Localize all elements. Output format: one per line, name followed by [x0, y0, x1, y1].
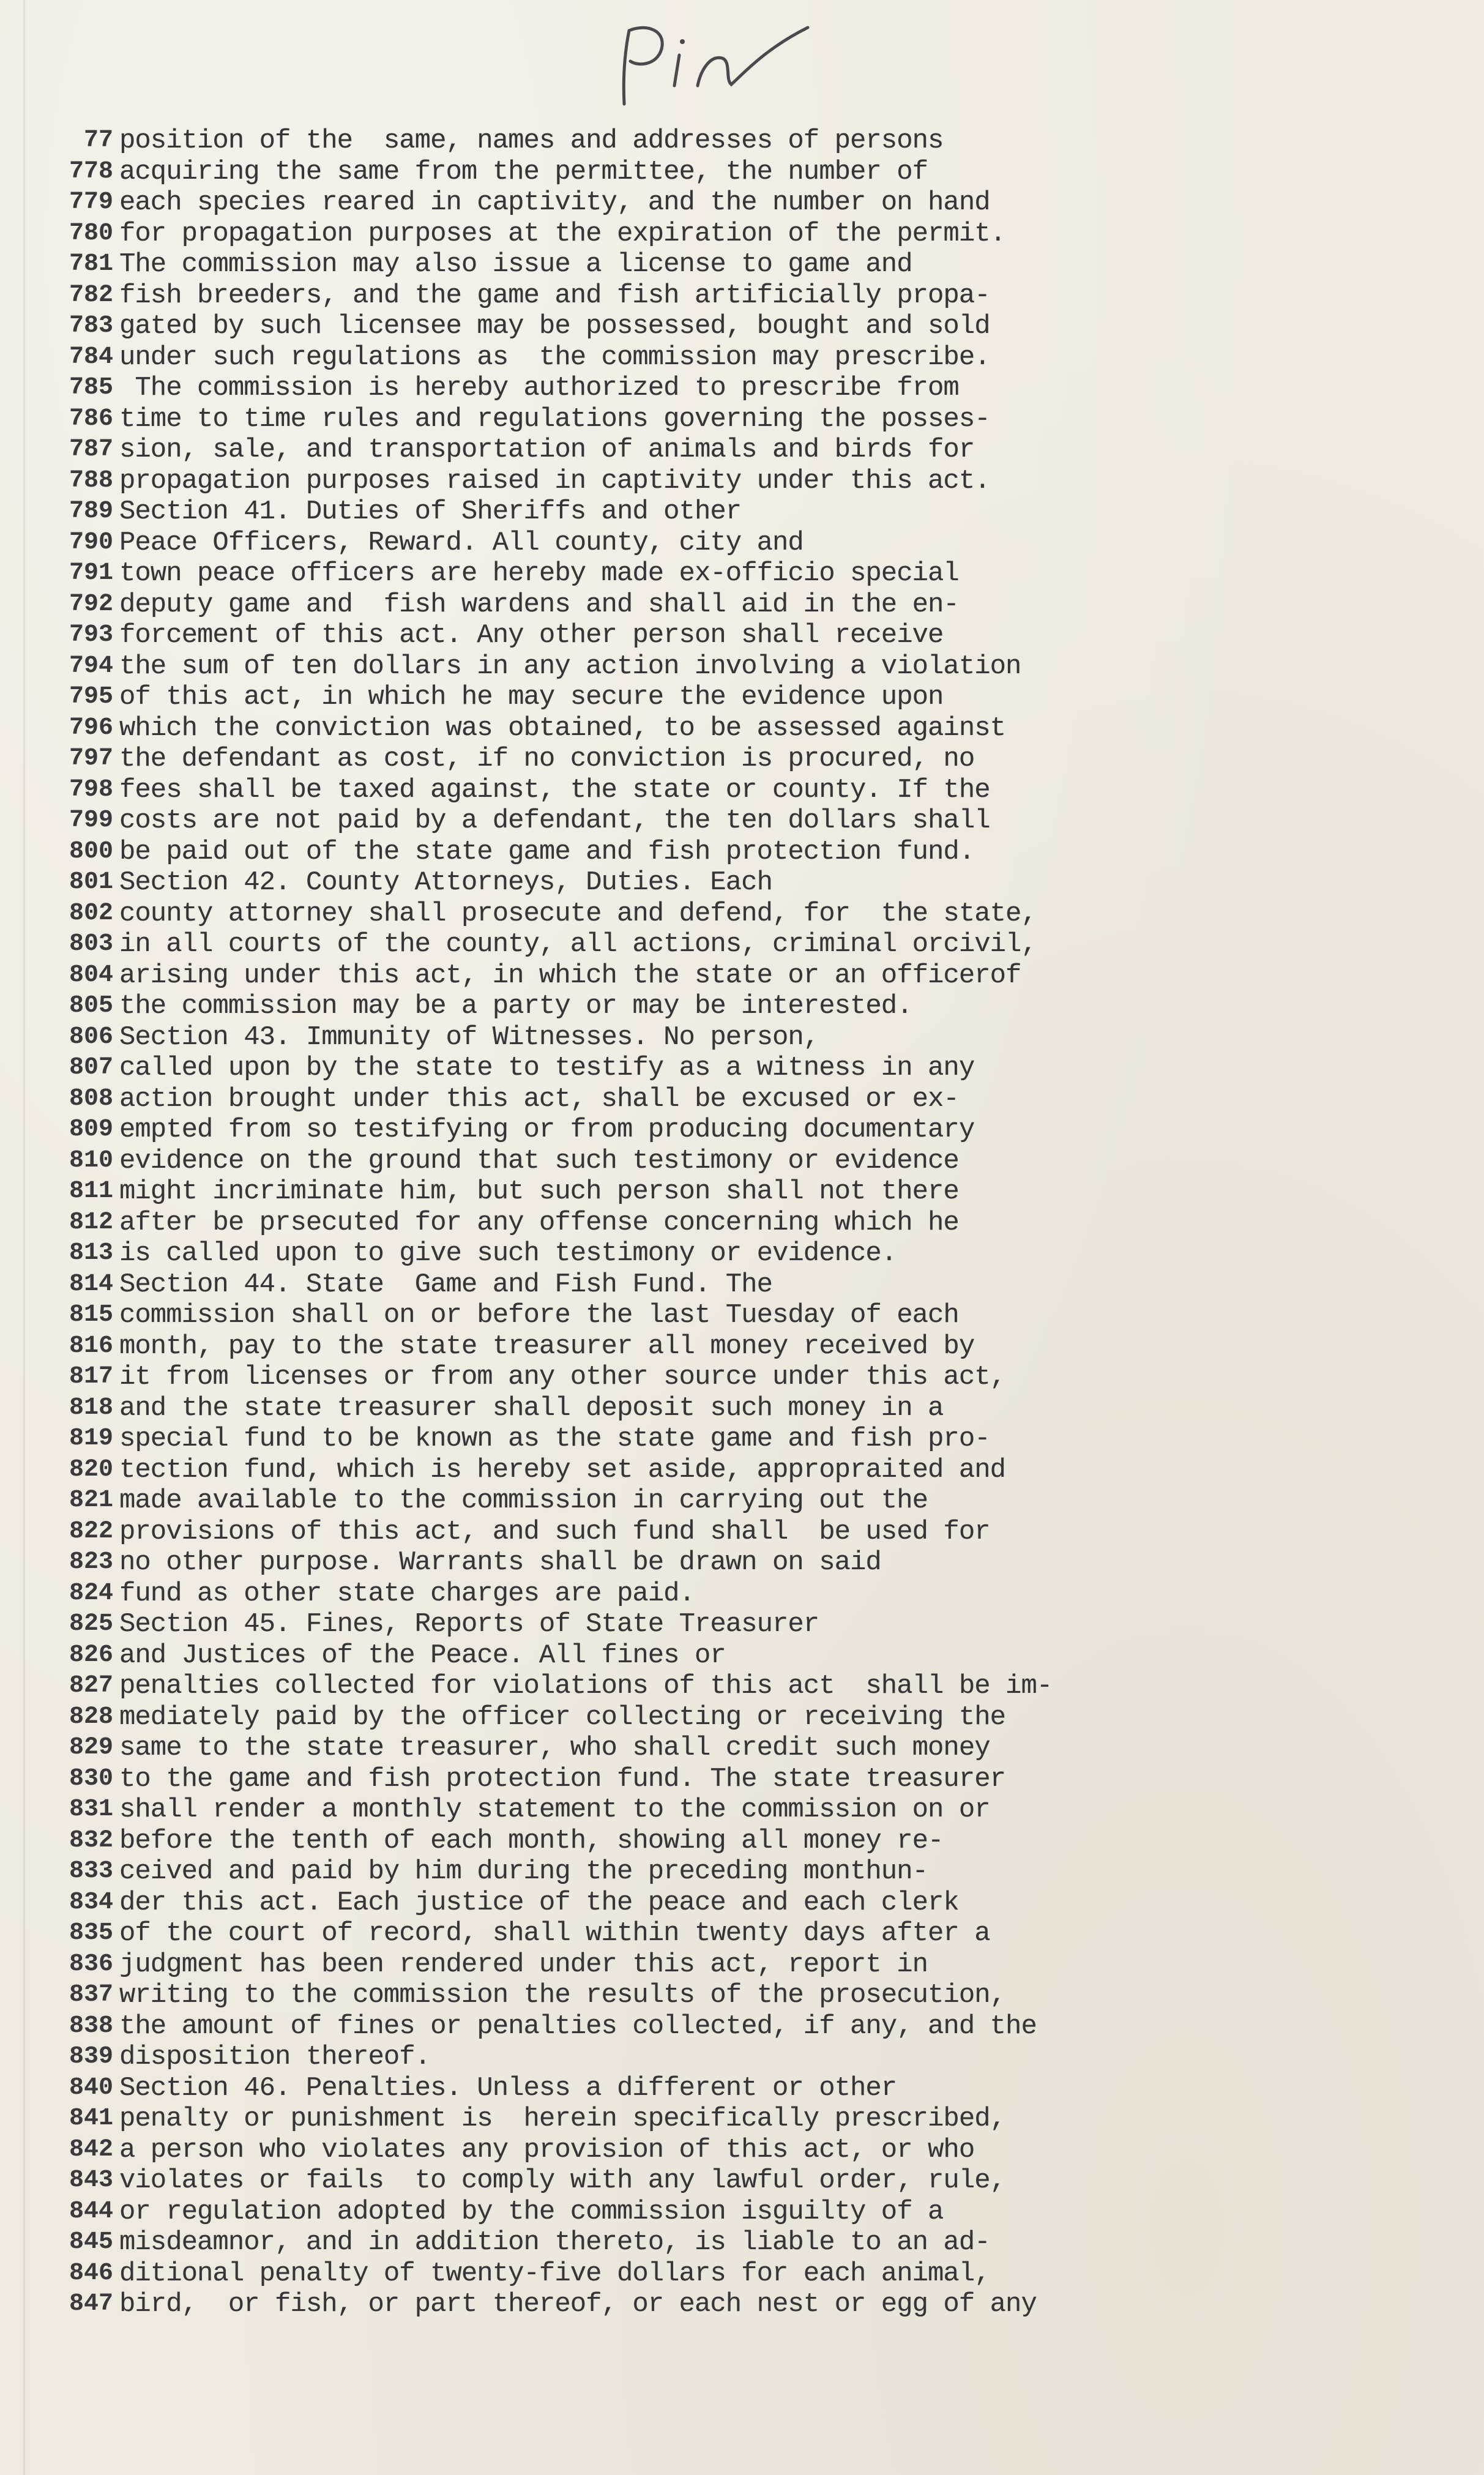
line-number: 829: [69, 1734, 113, 1761]
line-number: 806: [69, 1023, 113, 1051]
line-text: and Justices of the Peace. All fines or: [119, 1640, 726, 1671]
text-line: [34, 1764, 1441, 1795]
line-number: 830: [69, 1764, 113, 1793]
line-number: 77: [83, 127, 113, 154]
text-line: [34, 125, 1441, 157]
line-number: 823: [69, 1548, 113, 1576]
line-text: Section 43. Immunity of Witnesses. No person,: [119, 1021, 819, 1053]
line-text: sion, sale, and transportation of animals and birds for: [119, 435, 975, 465]
text-line: [34, 1702, 1441, 1733]
line-text: called upon by the state to testify as a witness in any: [119, 1053, 975, 1083]
text-line: [34, 528, 1441, 559]
text-line: [34, 404, 1441, 435]
text-line: [34, 311, 1441, 342]
line-text: action brought under this act, shall be excused or ex-: [119, 1083, 959, 1114]
line-number: 804: [69, 961, 113, 989]
line-text: mediately paid by the officer collecting or receiving the: [119, 1701, 1006, 1733]
text-line: [34, 280, 1441, 312]
line-text: after be prsecuted for any offense concerning which he: [119, 1207, 959, 1238]
text-line: [34, 991, 1441, 1022]
line-number: 841: [69, 2105, 113, 2132]
line-text: for propagation purposes at the expiration of the permit.: [119, 218, 1006, 249]
line-text: the commission may be a party or may be interested.: [119, 991, 912, 1021]
line-text: or regulation adopted by the commission isguilty of a: [119, 2196, 944, 2227]
text-line: [34, 1053, 1441, 1084]
line-number: 820: [69, 1455, 113, 1484]
line-number: 791: [69, 559, 113, 587]
line-number: 793: [69, 621, 113, 649]
text-line: [34, 1022, 1441, 1053]
line-number: 803: [69, 930, 113, 958]
line-number: 817: [69, 1363, 113, 1391]
line-number: 802: [69, 899, 113, 927]
line-text: made available to the commission in carrying out the: [119, 1485, 928, 1516]
line-number: 811: [69, 1178, 113, 1205]
line-number: 819: [69, 1425, 113, 1452]
line-text: ditional penalty of twenty-five dollars for each animal,: [119, 2258, 990, 2289]
line-number: 822: [69, 1517, 113, 1545]
line-number: 839: [69, 2043, 113, 2070]
text-line: [34, 744, 1441, 775]
line-text: commission shall on or before the last Tuesday of each: [119, 1300, 959, 1331]
line-text: Section 44. State Game and Fish Fund. The: [119, 1269, 772, 1300]
line-number: 842: [69, 2135, 113, 2163]
line-text: of this act, in which he may secure the evidence upon: [119, 682, 944, 712]
text-line: [34, 1949, 1441, 1980]
handwritten-mark-text: Pin: [606, 12, 607, 13]
text-line: [34, 651, 1441, 682]
line-text: Section 42. County Attorneys, Duties. Each: [119, 867, 772, 898]
text-line: [34, 558, 1441, 589]
text-line: [34, 929, 1441, 960]
typed-text-body: [34, 125, 1441, 2320]
line-text: Section 41. Duties of Sheriffs and other: [119, 496, 742, 527]
line-number: 783: [69, 312, 113, 340]
line-number: 809: [69, 1116, 113, 1143]
text-line: [34, 1640, 1441, 1671]
line-text: time to time rules and regulations governing the posses-: [119, 403, 990, 435]
line-number: 785: [69, 374, 113, 401]
handwritten-mark: [606, 12, 826, 116]
line-text: the defendant as cost, if no conviction is procured, no: [119, 744, 975, 774]
text-line: [34, 435, 1441, 466]
line-number: 845: [69, 2228, 113, 2256]
line-text: evidence on the ground that such testimony or evidence: [119, 1145, 959, 1176]
line-text: same to the state treasurer, who shall credit such money: [119, 1733, 990, 1763]
text-line: [34, 1547, 1441, 1578]
text-line: [34, 342, 1441, 373]
text-line: [34, 1918, 1441, 1949]
text-line: [34, 2104, 1441, 2135]
line-text: be paid out of the state game and fish protection fund.: [119, 836, 975, 867]
line-text: gated by such licensee may be possessed, bought and sold: [119, 311, 990, 342]
text-line: [34, 1393, 1441, 1424]
text-line: [34, 2289, 1441, 2320]
text-line: [34, 1146, 1441, 1177]
line-text: propagation purposes raised in captivity under this act.: [119, 465, 990, 496]
line-text: a person who violates any provision of this act, or who: [119, 2134, 975, 2165]
text-line: [34, 1609, 1441, 1640]
line-number: 815: [69, 1301, 113, 1329]
line-number: 828: [69, 1703, 113, 1731]
line-text: ceived and paid by him during the preceding monthun-: [119, 1856, 928, 1887]
line-number: 794: [69, 652, 113, 680]
line-number: 787: [69, 436, 113, 463]
line-text: costs are not paid by a defendant, the ten dollars shall: [119, 805, 990, 836]
line-text: county attorney shall prosecute and defend, for the state,: [119, 898, 1037, 929]
text-line: [34, 1362, 1441, 1393]
line-number: 790: [69, 528, 113, 556]
line-text: penalty or punishment is herein specifically prescribed,: [119, 2104, 1006, 2134]
text-line: [34, 1424, 1441, 1455]
text-line: [34, 1176, 1441, 1208]
line-number: 827: [69, 1672, 113, 1700]
line-number: 837: [69, 1981, 113, 2009]
text-line: [34, 157, 1441, 188]
line-text: special fund to be known as the state game and fish pro-: [119, 1424, 990, 1454]
line-text: month, pay to the state treasurer all money received by: [119, 1331, 975, 1362]
line-text: shall render a monthly statement to the commission on or: [119, 1794, 990, 1825]
text-line: [34, 1084, 1441, 1115]
line-text: fund as other state charges are paid.: [119, 1578, 695, 1609]
line-text: position of the same, names and addresses of persons: [119, 125, 944, 156]
text-line: [34, 805, 1441, 837]
line-number: 835: [69, 1919, 113, 1947]
text-line: [34, 589, 1441, 621]
line-text: fish breeders, and the game and fish artificially propa-: [119, 280, 990, 311]
line-number: 832: [69, 1826, 113, 1854]
text-line: [34, 1826, 1441, 1857]
text-line: [34, 837, 1441, 868]
text-line: [34, 2073, 1441, 2104]
line-number: 782: [69, 281, 113, 309]
text-line: [34, 2165, 1441, 2197]
line-number: 816: [69, 1332, 113, 1360]
line-number: 826: [69, 1641, 113, 1669]
line-text: no other purpose. Warrants shall be drawn on said: [119, 1547, 881, 1578]
line-number: 843: [69, 2167, 113, 2194]
line-number: 792: [69, 590, 113, 618]
line-number: 824: [69, 1579, 113, 1607]
text-line: [34, 1980, 1441, 2011]
text-line: [34, 187, 1441, 218]
line-text: the amount of fines or penalties collected, if any, and the: [119, 2010, 1037, 2042]
line-number: 789: [69, 498, 113, 525]
line-number: 796: [69, 714, 113, 742]
line-text: arising under this act, in which the state or an officerof: [119, 960, 1021, 991]
text-line: [34, 1578, 1441, 1610]
line-text: is called upon to give such testimony or evidence.: [119, 1238, 897, 1269]
text-line: [34, 1671, 1441, 1702]
line-number: 784: [69, 343, 113, 371]
line-text: judgment has been rendered under this act, report in: [119, 1949, 928, 1980]
text-line: [34, 898, 1441, 930]
line-number: 799: [69, 807, 113, 834]
line-number: 807: [69, 1054, 113, 1081]
line-number: 813: [69, 1239, 113, 1267]
text-line: [34, 1455, 1441, 1486]
line-number: 846: [69, 2259, 113, 2287]
text-line: [34, 1114, 1441, 1146]
line-number: 812: [69, 1208, 113, 1236]
line-number: 801: [69, 868, 113, 896]
line-number: 847: [69, 2290, 113, 2318]
line-text: before the tenth of each month, showing all money re-: [119, 1825, 944, 1856]
line-number: 844: [69, 2197, 113, 2225]
text-line: [34, 2227, 1441, 2258]
line-text: fees shall be taxed against, the state or county. If the: [119, 774, 990, 805]
text-line: [34, 867, 1441, 898]
line-text: the sum of ten dollars in any action involving a violation: [119, 651, 1021, 682]
line-number: 825: [69, 1610, 113, 1638]
line-number: 800: [69, 837, 113, 865]
line-text: empted from so testifying or from producing documentary: [119, 1114, 975, 1145]
text-line: [34, 1269, 1441, 1301]
text-line: [34, 960, 1441, 991]
line-text: town peace officers are hereby made ex-officio special: [119, 558, 959, 589]
text-line: [34, 1733, 1441, 1764]
line-text: acquiring the same from the permittee, the number of: [119, 156, 928, 187]
line-text: and the state treasurer shall deposit such money in a: [119, 1392, 944, 1424]
text-line: [34, 218, 1441, 250]
line-text: might incriminate him, but such person shall not there: [119, 1176, 959, 1207]
line-text: The commission is hereby authorized to prescribe from: [119, 373, 959, 403]
line-text: provisions of this act, and such fund shall be used for: [119, 1516, 990, 1547]
line-text: penalties collected for violations of this act shall be im-: [119, 1671, 1053, 1701]
text-line: [34, 1300, 1441, 1331]
text-line: [34, 1238, 1441, 1269]
line-text: it from licenses or from any other source under this act,: [119, 1362, 1006, 1392]
text-line: [34, 2042, 1441, 2073]
text-line: [34, 2011, 1441, 2042]
line-text: of the court of record, shall within twenty days after a: [119, 1918, 990, 1949]
line-text: tection fund, which is hereby set aside, appropraited and: [119, 1454, 1006, 1485]
text-line: [34, 466, 1441, 497]
line-text: Section 46. Penalties. Unless a different or other: [119, 2072, 897, 2104]
text-line: [34, 2197, 1441, 2228]
paper-edge-shadow: [23, 0, 25, 2475]
line-text: der this act. Each justice of the peace and each clerk: [119, 1887, 959, 1918]
line-text: violates or fails to comply with any lawful order, rule,: [119, 2165, 1006, 2196]
line-number: 780: [69, 219, 113, 247]
line-text: Section 45. Fines, Reports of State Treasurer: [119, 1609, 819, 1640]
text-line: [34, 249, 1441, 280]
line-number: 810: [69, 1146, 113, 1174]
line-number: 840: [69, 2074, 113, 2102]
line-text: to the game and fish protection fund. The state treasurer: [119, 1763, 1006, 1794]
line-text: disposition thereof.: [119, 2042, 431, 2072]
text-line: [34, 713, 1441, 744]
line-text: misdeamnor, and in addition thereto, is liable to an ad-: [119, 2227, 990, 2258]
line-text: under such regulations as the commission may prescribe.: [119, 342, 990, 373]
line-text: forcement of this act. Any other person shall receive: [119, 620, 944, 651]
line-number: 786: [69, 405, 113, 433]
text-line: [34, 1856, 1441, 1887]
line-number: 834: [69, 1888, 113, 1916]
text-line: [34, 775, 1441, 806]
text-line: [34, 682, 1441, 713]
line-number: 795: [69, 683, 113, 711]
line-number: 821: [69, 1487, 113, 1514]
text-line: [34, 1517, 1441, 1548]
line-number: 808: [69, 1084, 113, 1113]
text-line: [34, 1794, 1441, 1826]
line-number: 818: [69, 1394, 113, 1422]
line-number: 838: [69, 2012, 113, 2040]
line-number: 814: [69, 1270, 113, 1298]
line-number: 788: [69, 466, 113, 495]
text-line: [34, 496, 1441, 528]
text-line: [34, 373, 1441, 404]
line-number: 805: [69, 992, 113, 1020]
line-text: each species reared in captivity, and the number on hand: [119, 187, 990, 218]
line-text: writing to the commission the results of the prosecution,: [119, 1980, 1006, 2010]
text-line: [34, 1208, 1441, 1239]
line-text: The commission may also issue a license to game and: [119, 249, 912, 280]
line-number: 778: [69, 157, 113, 185]
text-line: [34, 1485, 1441, 1517]
text-line: [34, 1887, 1441, 1919]
text-line: [34, 1331, 1441, 1362]
line-number: 797: [69, 745, 113, 772]
line-text: in all courts of the county, all actions, criminal orcivil,: [119, 929, 1037, 960]
line-number: 833: [69, 1857, 113, 1885]
line-number: 798: [69, 775, 113, 804]
line-text: bird, or fish, or part thereof, or each nest or egg of any: [119, 2289, 1037, 2320]
line-text: Peace Officers, Reward. All county, city and: [119, 527, 804, 558]
line-text: deputy game and fish wardens and shall aid in the en-: [119, 589, 959, 620]
line-text: which the conviction was obtained, to be assessed against: [119, 712, 1006, 744]
line-number: 779: [69, 189, 113, 216]
text-line: [34, 620, 1441, 651]
line-number: 831: [69, 1796, 113, 1823]
text-line: [34, 2135, 1441, 2166]
line-number: 781: [69, 250, 113, 278]
text-line: [34, 2258, 1441, 2290]
line-number: 836: [69, 1950, 113, 1978]
